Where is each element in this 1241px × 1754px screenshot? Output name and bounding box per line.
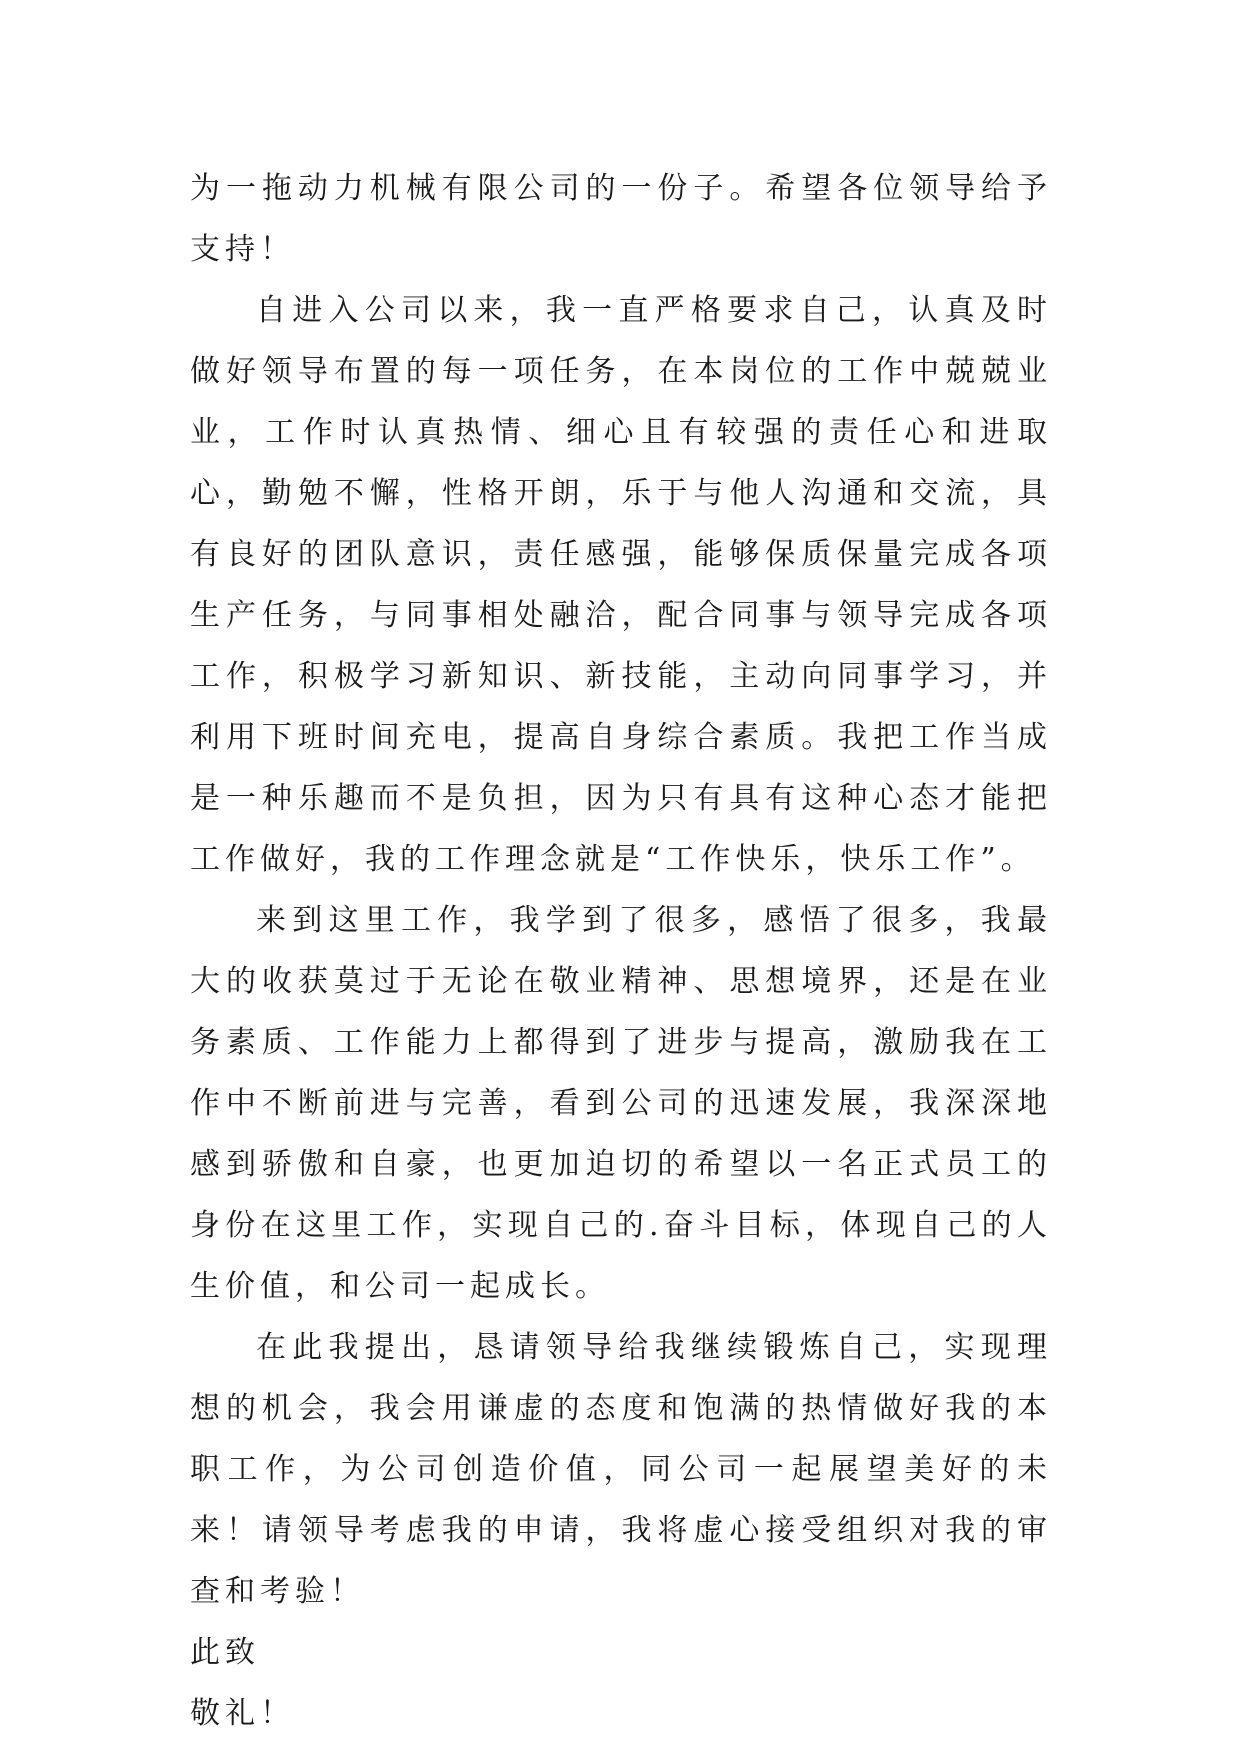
closing-regards: 敬礼！ (190, 1696, 295, 1731)
letter-body (190, 158, 1052, 1744)
paragraph-work-attitude: 自进入公司以来，我一直严格要求自己，认真及时做好领导布置的每一项任务，在本岗位的工作中兢兢业业，工作时认真热情、细心且有较强的责任心和进取心，勤勉不懈，性格开朗，乐于与他人沟通和交流，具有良好的团队意识，责任感强，能够保质保量完成各项生产任务，与同事相处融洽，配合同事与领导完成各项工作，积极学习新知识、新技能，主动向同事学习，并利用下班时间充电，提高自身综合素质。我把工作当成是一种乐趣而不是负担，因为只有具有这种心态才能把工作做好，我的工作理念就是“工作快乐，快乐工作”。 (190, 293, 1052, 877)
closing-salutation: 此致 (190, 1635, 260, 1670)
paragraph-gains: 来到这里工作，我学到了很多，感悟了很多，我最大的收获莫过于无论在敬业精神、思想境界，还是在业务素质、工作能力上都得到了进步与提高，激励我在工作中不断前进与完善，看到公司的迅速发展，我深深地感到骄傲和自豪，也更加迫切的希望以一名正式员工的身份在这里工作，实现自己的.奋斗目标，体现自己的人生价值，和公司一起成长。 (190, 903, 1052, 1304)
paragraph-request: 在此我提出，恳请领导给我继续锻炼自己，实现理想的机会，我会用谦虚的态度和饱满的热情做好我的本职工作，为公司创造价值，同公司一起展望美好的未来！请领导考虑我的申请，我将虚心接受组织对我的审查和考验！ (190, 1330, 1052, 1609)
paragraph-continuation: 为一拖动力机械有限公司的一份子。希望各位领导给予支持！ (190, 171, 1052, 267)
